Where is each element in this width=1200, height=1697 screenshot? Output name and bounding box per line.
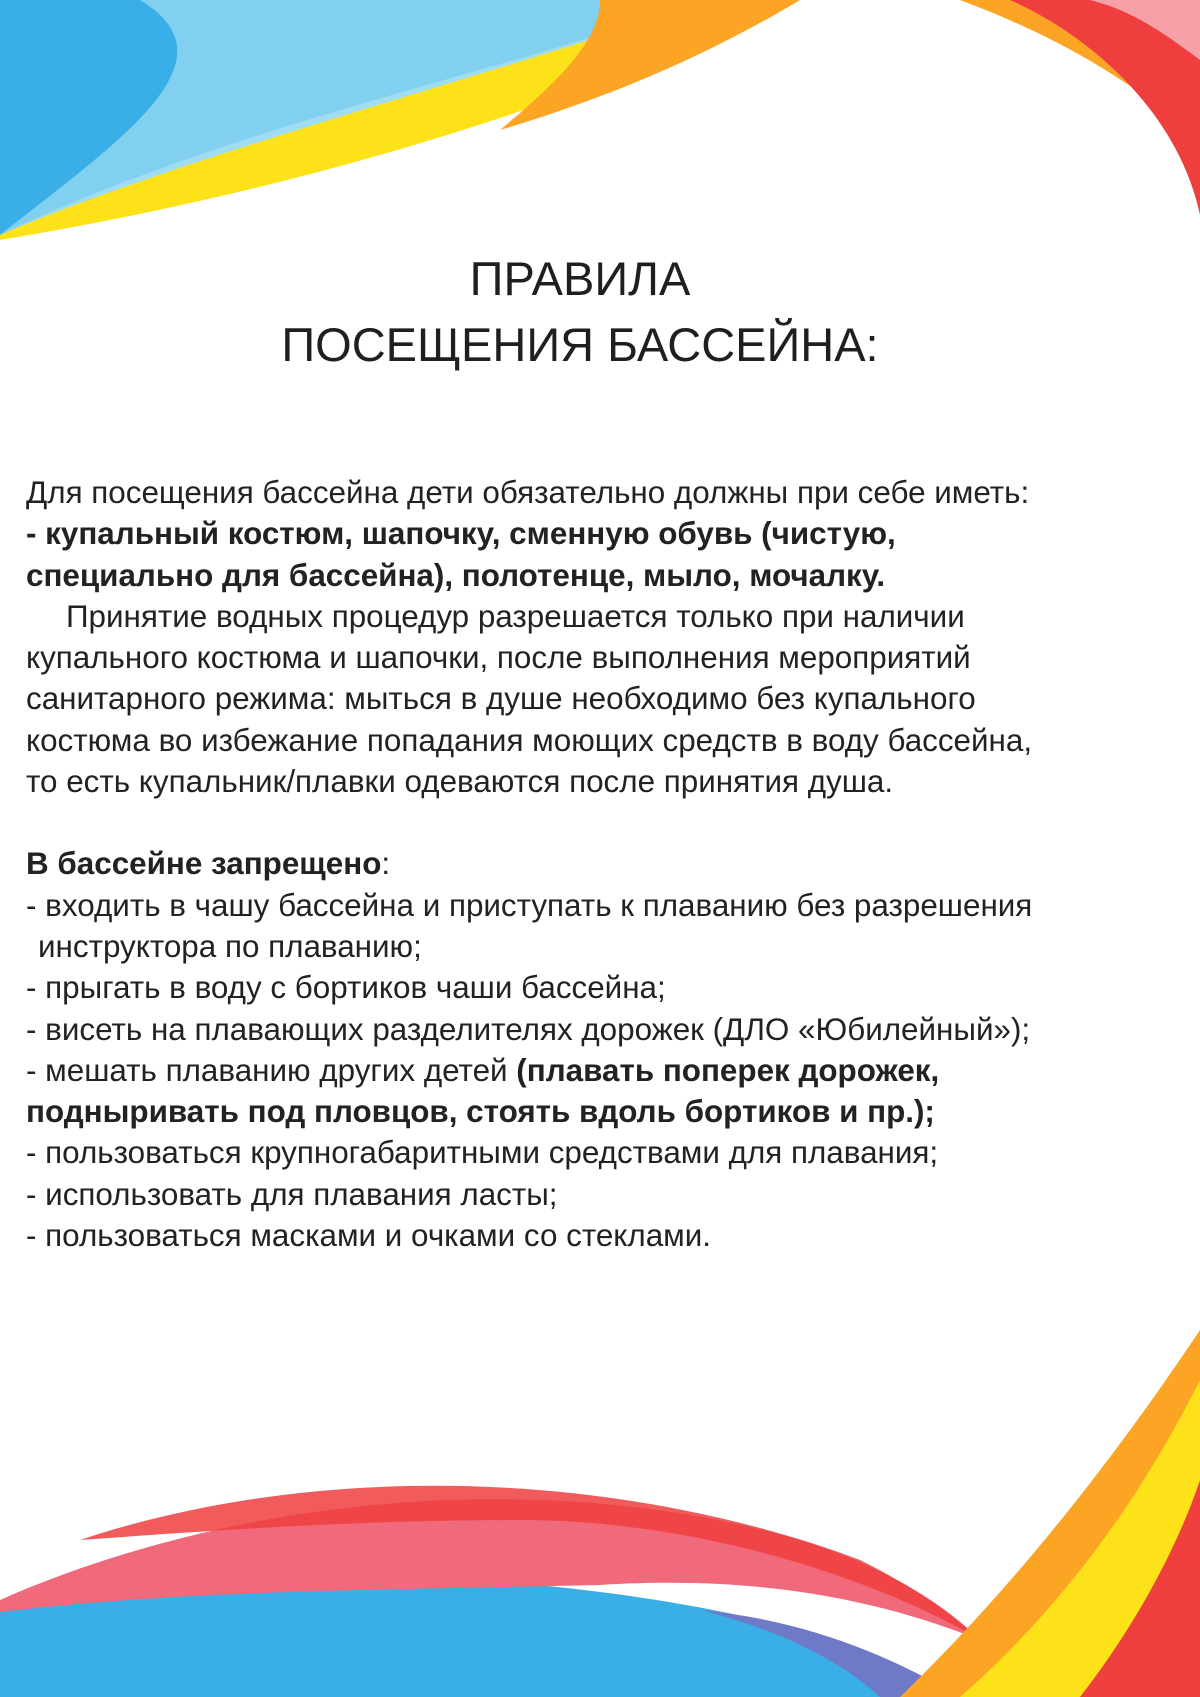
title-line-1: ПРАВИЛА [469,252,691,305]
prohibited-item-7: - пользоваться масками и очками со стеклами. [26,1218,711,1254]
title-line-2: ПОСЕЩЕНИЯ БАССЕЙНА: [281,318,879,371]
prohibited-item-1-cont: инструктора по плаванию; [38,928,422,964]
section-gap [26,802,1186,843]
prohibited-item-4: - мешать плаванию других детей (плавать поперек дорожек, [26,1052,940,1088]
prohibited-item-5: - пользоваться крупногабаритными средствами для плавания; [26,1135,939,1171]
prohibited-item-4-cont: подныривать под пловцов, стоять вдоль бортиков и пр.); [26,1094,935,1130]
procedure-line-3: санитарного режима: мыться в душе необходимо без купального [26,681,976,717]
procedure-line-1: Принятие водных процедур разрешается только при наличии [66,598,965,634]
prohibited-item-3: - висеть на плавающих разделителях дорожек (ДЛО «Юбилейный»); [26,1011,1031,1047]
procedure-line-4: костюма во избежание попадания моющих средств в воду бассейна, [26,722,1033,758]
prohibited-item-2: - прыгать в воду с бортиков чаши бассейна; [26,970,666,1006]
procedure-line-5: то есть купальник/плавки одеваются после принятия душа. [26,764,894,800]
intro-lead: Для посещения бассейна дети обязательно должны при себе иметь: [26,475,1030,510]
required-items-line-1: - купальный костюм, шапочку, сменную обувь (чистую, [26,516,896,552]
procedure-line-2: купального костюма и шапочки, после выполнения мероприятий [26,640,971,676]
prohibited-heading: В бассейне запрещено: [26,846,391,882]
prohibited-item-1: - входить в чашу бассейна и приступать к плаванию без разрешения [26,887,1033,923]
required-items-line-2: специально для бассейна), полотенце, мыло, мочалку. [26,557,886,593]
rules-body [26,472,1186,1256]
page-title [0,246,1160,378]
prohibited-item-6: - использовать для плавания ласты; [26,1176,558,1212]
